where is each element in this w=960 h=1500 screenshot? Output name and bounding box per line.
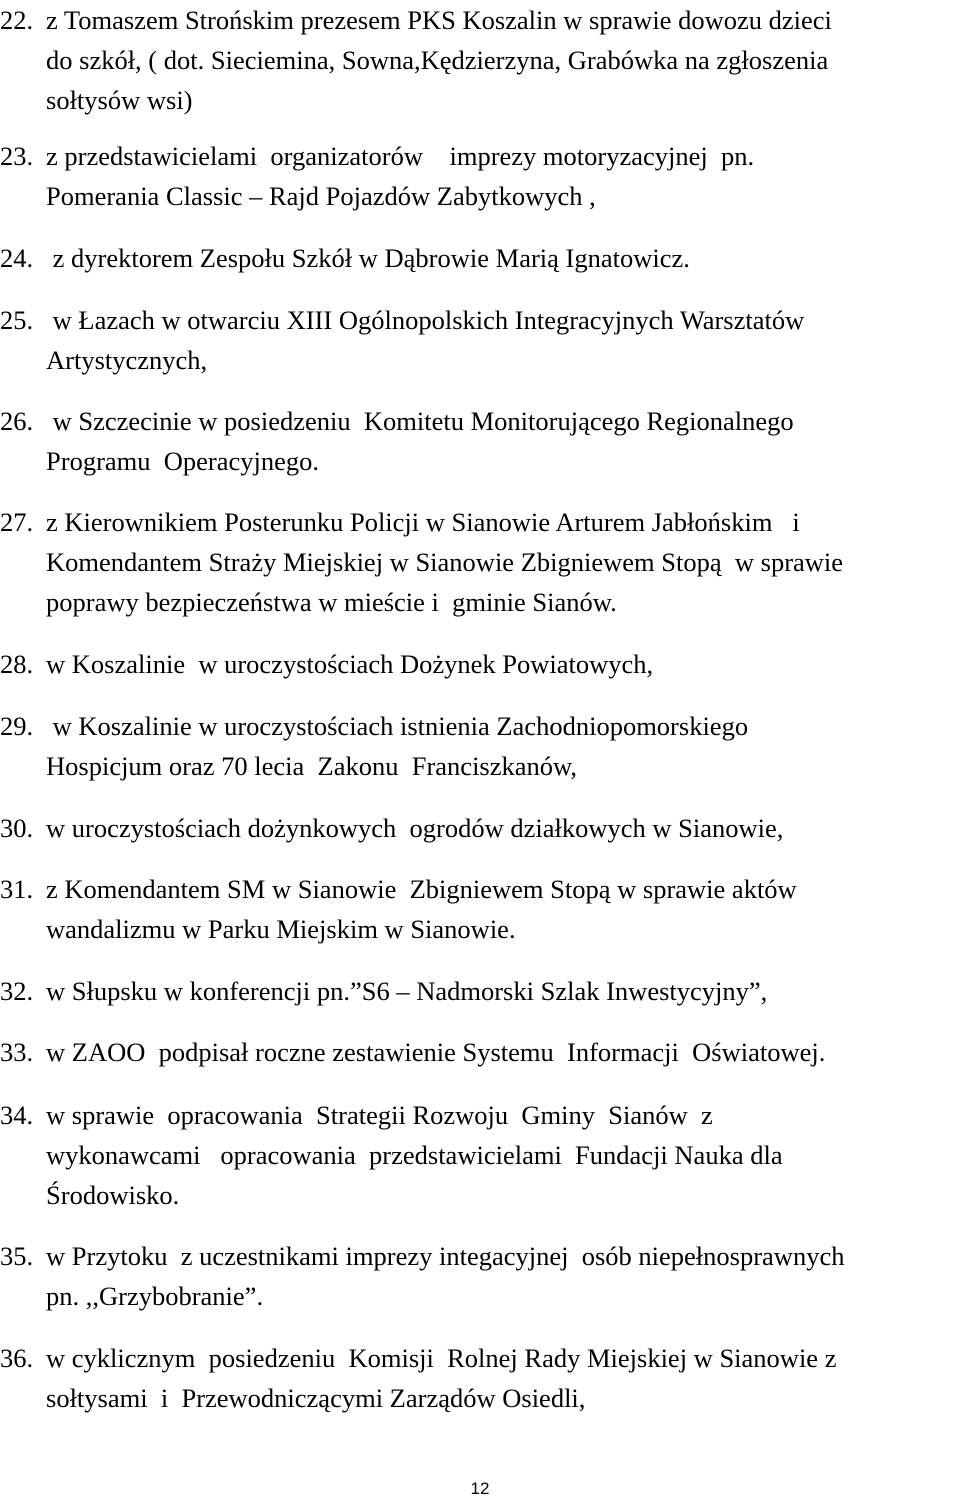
item-number: 23. <box>0 141 34 171</box>
item-text-line: w Słupsku w konferencji pn.”S6 – Nadmorski Szlak Inwestycyjny”, <box>46 976 768 1006</box>
item-text-line: w Koszalinie w uroczystościach Dożynek Powiatowych, <box>46 649 654 679</box>
item-text-line: Programu Operacyjnego. <box>46 446 320 476</box>
list-item <box>0 1032 960 1072</box>
item-number: 24. <box>0 243 34 273</box>
list-item <box>0 1236 960 1316</box>
list-item <box>0 808 960 848</box>
item-text-line: Komendantem Straży Miejskiej w Sianowie Zbigniewem Stopą w sprawie <box>46 547 844 577</box>
item-text-line: w Przytoku z uczestnikami imprezy integacyjnej osób niepełnosprawnych <box>46 1241 845 1271</box>
list-item <box>0 1095 960 1215</box>
item-text-line: do szkół, ( dot. Sieciemina, Sowna,Kędzierzyna, Grabówka na zgłoszenia <box>46 45 829 75</box>
item-text-line: z Tomaszem Strońskim prezesem PKS Koszalin w sprawie dowozu dzieci <box>46 5 832 35</box>
item-text-line: z Komendantem SM w Sianowie Zbigniewem Stopą w sprawie aktów <box>46 874 797 904</box>
item-text-line: w Szczecinie w posiedzeniu Komitetu Monitorującego Regionalnego <box>46 406 794 436</box>
item-text-line: z Kierownikiem Posterunku Policji w Sianowie Arturem Jabłońskim i <box>46 507 800 537</box>
item-text-line: w uroczystościach dożynkowych ogrodów działkowych w Sianowie, <box>46 813 784 843</box>
list-item <box>0 238 960 278</box>
item-number: 22. <box>0 5 34 35</box>
item-number: 26. <box>0 406 34 436</box>
item-number: 35. <box>0 1241 34 1271</box>
item-text-line: sołtysów wsi) <box>46 85 193 115</box>
list-item <box>0 136 960 216</box>
item-number: 25. <box>0 305 34 335</box>
item-text-line: poprawy bezpieczeństwa w mieście i gminie Sianów. <box>46 587 617 617</box>
list-item <box>0 706 960 786</box>
list-item <box>0 401 960 481</box>
item-number: 36. <box>0 1343 34 1373</box>
item-text-line: wandalizmu w Parku Miejskim w Sianowie. <box>46 914 516 944</box>
item-number: 33. <box>0 1037 34 1067</box>
item-number: 30. <box>0 813 34 843</box>
item-text-line: w Łazach w otwarciu XIII Ogólnopolskich Integracyjnych Warsztatów <box>46 305 805 335</box>
item-number: 29. <box>0 711 34 741</box>
page-number: 12 <box>470 1479 490 1498</box>
item-text-line: sołtysami i Przewodniczącymi Zarządów Osiedli, <box>46 1383 586 1413</box>
item-number: 27. <box>0 507 34 537</box>
item-text-line: w cyklicznym posiedzeniu Komisji Rolnej Rady Miejskiej w Sianowie z <box>46 1343 837 1373</box>
item-text-line: Artystycznych, <box>46 345 208 375</box>
list-item <box>0 1338 960 1418</box>
list-item <box>0 502 960 622</box>
item-number: 34. <box>0 1100 34 1130</box>
item-text-line: w Koszalinie w uroczystościach istnienia Zachodniopomorskiego <box>46 711 749 741</box>
item-text-line: z dyrektorem Zespołu Szkół w Dąbrowie Marią Ignatowicz. <box>46 243 690 273</box>
item-text-line: Środowisko. <box>46 1180 180 1210</box>
item-text-line: w sprawie opracowania Strategii Rozwoju Gminy Sianów z <box>46 1100 713 1130</box>
item-number: 32. <box>0 976 34 1006</box>
item-text-line: pn. ,,Grzybobranie”. <box>46 1281 264 1311</box>
list-item <box>0 644 960 684</box>
item-text-line: w ZAOO podpisał roczne zestawienie Systemu Informacji Oświatowej. <box>46 1037 826 1067</box>
list-item <box>0 0 960 120</box>
item-number: 31. <box>0 874 34 904</box>
list-item <box>0 300 960 380</box>
list-item <box>0 869 960 949</box>
item-text-line: Pomerania Classic – Rajd Pojazdów Zabytkowych , <box>46 181 596 211</box>
item-text-line: Hospicjum oraz 70 lecia Zakonu Franciszkanów, <box>46 751 578 781</box>
list-item <box>0 971 960 1011</box>
item-text-line: wykonawcami opracowania przedstawicielami Fundacji Nauka dla <box>46 1140 783 1170</box>
item-text-line: z przedstawicielami organizatorów imprezy motoryzacyjnej pn. <box>46 141 755 171</box>
item-number: 28. <box>0 649 34 679</box>
